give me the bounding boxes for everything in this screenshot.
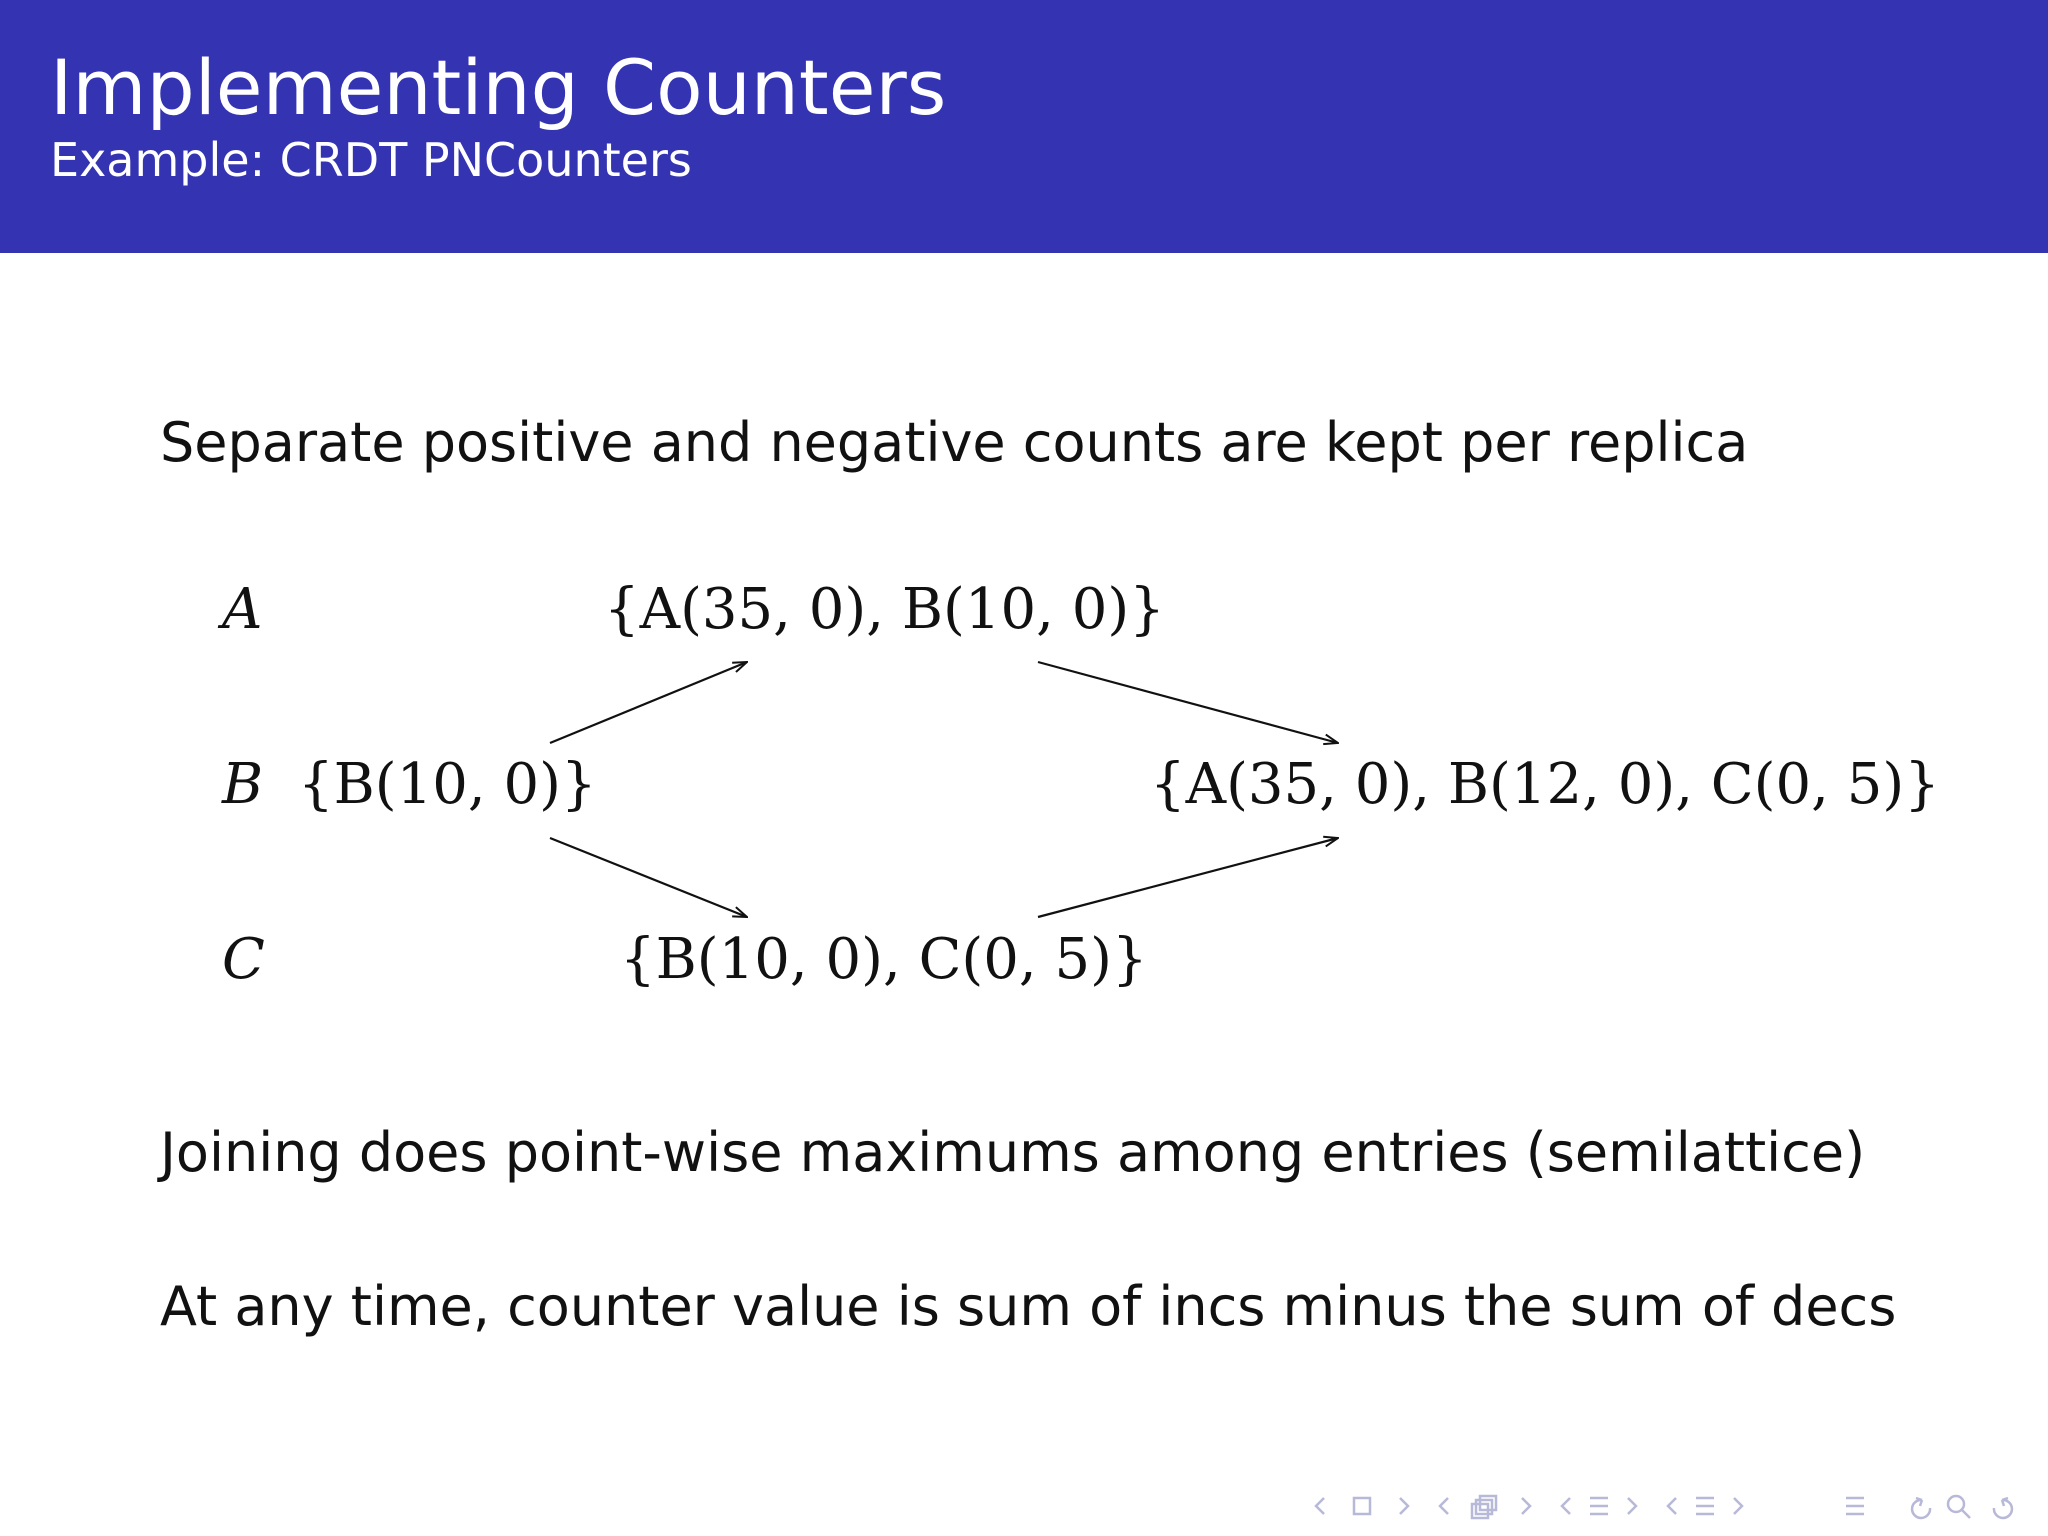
replica-label-b: B: [222, 752, 264, 817]
nav-next-frame-icon: [1522, 1498, 1530, 1514]
nav-next-subsection-icon: [1628, 1498, 1636, 1514]
state-b-initial: {B(10, 0)}: [298, 752, 597, 817]
nav-forward-icon: [1994, 1498, 2012, 1518]
beamer-navigation[interactable]: [1310, 1486, 2030, 1526]
replica-label-c: C: [222, 927, 265, 992]
nav-prev-subsection-icon: [1562, 1498, 1570, 1514]
nav-search-icon: [1948, 1496, 1970, 1518]
value-text: At any time, counter value is sum of incs minus the sum of decs: [160, 1275, 1897, 1338]
nav-subsection-icon: [1590, 1498, 1608, 1514]
replica-label-a: A: [222, 577, 263, 642]
nav-section-icon: [1696, 1498, 1714, 1514]
nav-next-section-icon: [1734, 1498, 1742, 1514]
intro-text: Separate positive and negative counts are kept per replica: [160, 411, 1749, 474]
slide-subtitle: Example: CRDT PNCounters: [50, 133, 692, 187]
arrow-b-to-c: [550, 838, 747, 917]
nav-frame-icon: [1472, 1496, 1496, 1518]
state-c: {B(10, 0), C(0, 5)}: [620, 927, 1148, 992]
nav-next-slide-icon: [1400, 1498, 1408, 1514]
nav-prev-slide-icon: [1316, 1498, 1324, 1514]
state-merged: {A(35, 0), B(12, 0), C(0, 5)}: [1150, 752, 1940, 817]
arrow-b-to-a: [550, 662, 747, 743]
nav-doc-icon: [1846, 1498, 1864, 1514]
nav-back-icon: [1912, 1498, 1930, 1518]
nav-slide-icon: [1354, 1498, 1370, 1514]
arrow-a-to-merged: [1038, 662, 1338, 743]
nav-prev-frame-icon: [1440, 1498, 1448, 1514]
join-text: Joining does point-wise maximums among entries (semilattice): [160, 1121, 1866, 1184]
arrow-c-to-merged: [1038, 838, 1338, 917]
nav-prev-section-icon: [1668, 1498, 1676, 1514]
slide-title: Implementing Counters: [50, 43, 947, 132]
state-a: {A(35, 0), B(10, 0)}: [604, 577, 1165, 642]
